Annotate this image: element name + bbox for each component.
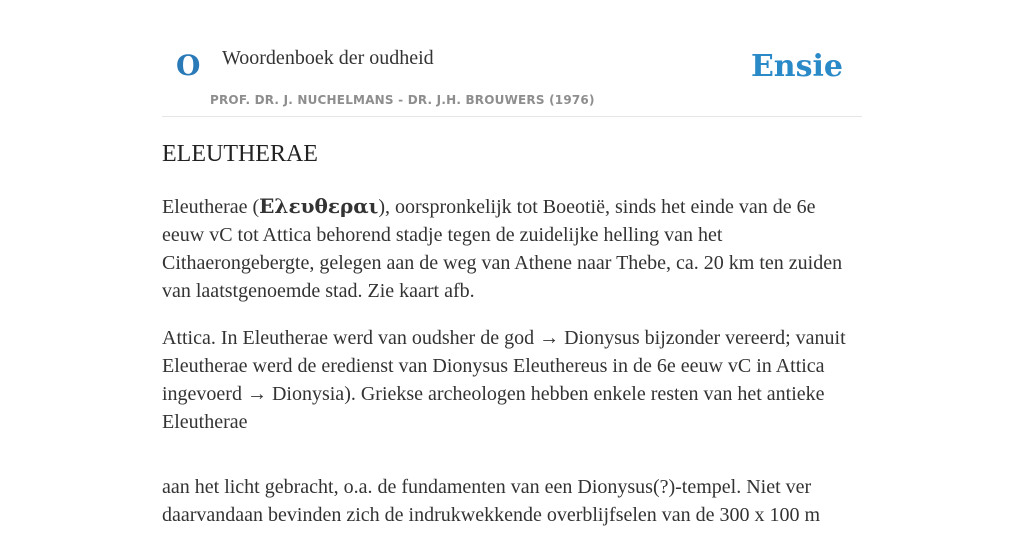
paragraph-1 [162,192,862,305]
paragraph-1-end: ), oorspronkelijk tot Boeotië, sinds het einde van de 6e eeuw vC tot Attica behorend stadje tegen de zuidelijke helling van het Cithaerongebergte, gelegen aan de weg van Athene naar Thebe, ca. 20 km ten zuiden van laatstgenoemde stad. Zie kaart afb. [162,196,843,302]
paragraph-1-start: Eleutherae ( [162,196,260,218]
greek-name: Ελευθεραι [259,194,379,218]
paragraph-2: Attica. In Eleutherae werd van oudsher de god → Dionysus bijzonder vereerd; vanuit Eleutherae werd de eredienst van Dionysus Eleuthereus in de 6e eeuw vC in Attica ingevoerd → Dionysia). Griekse archeologen hebben enkele resten van het antieke Eleutherae [162,327,846,433]
article-page [162,0,862,526]
letter-index[interactable]: O [176,49,201,82]
paragraph-3: aan het licht gebracht, o.a. de fundamenten van een Dionysus(?)-tempel. Niet ver daarvandaan bevinden zich de indrukwekkende overblijfselen van de 300 x 100 m [162,476,821,526]
dictionary-authors: PROF. DR. J. NUCHELMANS - DR. J.H. BROUWERS (1976) [210,93,595,107]
entry-body [162,192,862,548]
entry-title: ELEUTHERAE [162,141,318,167]
ensie-logo[interactable]: Ensie [750,49,843,84]
dictionary-title[interactable]: Woordenboek der oudheid [222,47,434,69]
dictionary-header [162,0,862,117]
